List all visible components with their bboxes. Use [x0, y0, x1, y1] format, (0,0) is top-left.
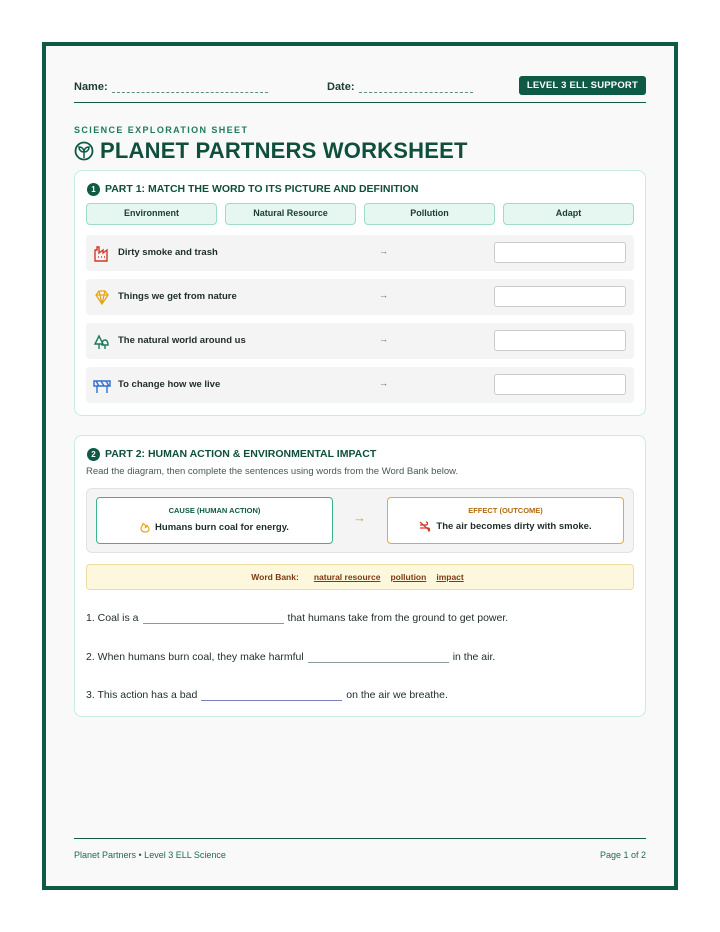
part2-number: 2: [87, 448, 100, 461]
effect-box: [387, 497, 624, 544]
diamond-icon: [93, 289, 111, 306]
instructions: Read the diagram, then complete the sentences using words from the Word Bank below.: [86, 466, 459, 477]
sentence-2: [86, 651, 495, 663]
word-chip[interactable]: Environment: [86, 203, 217, 225]
part1-section: [74, 170, 646, 416]
match-row: [86, 367, 634, 403]
level-badge: LEVEL 3 ELL SUPPORT: [519, 76, 646, 95]
definition-text: To change how we live: [118, 379, 221, 390]
match-row: [86, 323, 634, 359]
cause-effect-diagram: [86, 488, 634, 553]
wind-off-icon: [419, 521, 431, 532]
date-field[interactable]: [359, 92, 473, 93]
kicker: SCIENCE EXPLORATION SHEET: [74, 125, 249, 135]
part2-title: PART 2: HUMAN ACTION & ENVIRONMENTAL IMPACT: [105, 448, 377, 460]
sentence-text: 1. Coal is a: [86, 612, 139, 624]
part1-title: PART 1: MATCH THE WORD TO ITS PICTURE AND DEFINITION: [105, 183, 419, 195]
effect-caption: EFFECT (OUTCOME): [468, 506, 543, 515]
word-chip[interactable]: Natural Resource: [225, 203, 356, 225]
definition-text: Dirty smoke and trash: [118, 247, 218, 258]
word-chip[interactable]: Pollution: [364, 203, 495, 225]
match-row: [86, 235, 634, 271]
answer-input[interactable]: [494, 374, 626, 395]
title-row: [74, 136, 468, 166]
cause-text: Humans burn coal for energy.: [155, 521, 289, 533]
page-number: Page 1 of 2: [599, 850, 646, 860]
part1-number: 1: [87, 183, 100, 196]
word-chip[interactable]: Adapt: [503, 203, 634, 225]
arrow: →: [379, 334, 388, 344]
footer-left: Planet Partners • Level 3 ELL Science: [74, 850, 226, 860]
name-field[interactable]: [112, 92, 268, 93]
answer-input[interactable]: [494, 330, 626, 351]
blank-input[interactable]: [308, 653, 449, 663]
cause-box: [96, 497, 333, 544]
worksheet-header: [74, 76, 646, 102]
sentence-text: that humans take from the ground to get power.: [287, 612, 509, 624]
answer-input[interactable]: [494, 286, 626, 307]
arrow: →: [379, 290, 388, 300]
effect-text: The air becomes dirty with smoke.: [436, 521, 592, 532]
word-bank-label: Word Bank:: [251, 572, 299, 582]
definition-text: Things we get from nature: [118, 291, 237, 302]
word-chip-row: [86, 203, 634, 225]
sentence-text: 2. When humans burn coal, they make harmful: [86, 651, 304, 663]
definition-text: The natural world around us: [118, 335, 246, 346]
word-bank: [86, 564, 634, 590]
cause-caption: CAUSE (HUMAN ACTION): [168, 506, 261, 515]
answer-input[interactable]: [494, 242, 626, 263]
sentence-text: 3. This action has a bad: [86, 689, 198, 701]
part1-heading: [87, 181, 418, 197]
name-label: Name:: [74, 81, 108, 93]
sentence-3: [86, 689, 448, 701]
blank-input[interactable]: [143, 614, 284, 624]
factory-icon: [93, 245, 111, 262]
sentence-1: [86, 612, 508, 624]
effect-statement: [388, 521, 623, 532]
planet-leaf-icon: [74, 141, 94, 161]
footer-divider: [74, 838, 646, 839]
sentence-text: on the air we breathe.: [346, 689, 448, 701]
road-sign-icon: [93, 377, 111, 394]
header-divider: [74, 102, 646, 103]
arrow: →: [379, 378, 388, 388]
cause-statement: [97, 521, 332, 533]
arrow: →: [379, 246, 388, 256]
sentence-text: in the air.: [452, 651, 496, 663]
page-title: PLANET PARTNERS WORKSHEET: [100, 138, 468, 163]
arrow-right-icon: →: [353, 510, 366, 525]
part2-section: [74, 435, 646, 717]
word-bank-item[interactable]: pollution: [390, 572, 427, 582]
word-bank-item[interactable]: impact: [436, 572, 464, 582]
trees-icon: [93, 333, 111, 350]
date-label: Date:: [327, 81, 355, 93]
match-row: [86, 279, 634, 315]
flame-icon: [140, 521, 150, 533]
part2-heading: [87, 446, 376, 462]
worksheet-page: [42, 42, 678, 890]
blank-input[interactable]: [201, 691, 342, 701]
word-bank-item[interactable]: natural resource: [313, 572, 381, 582]
